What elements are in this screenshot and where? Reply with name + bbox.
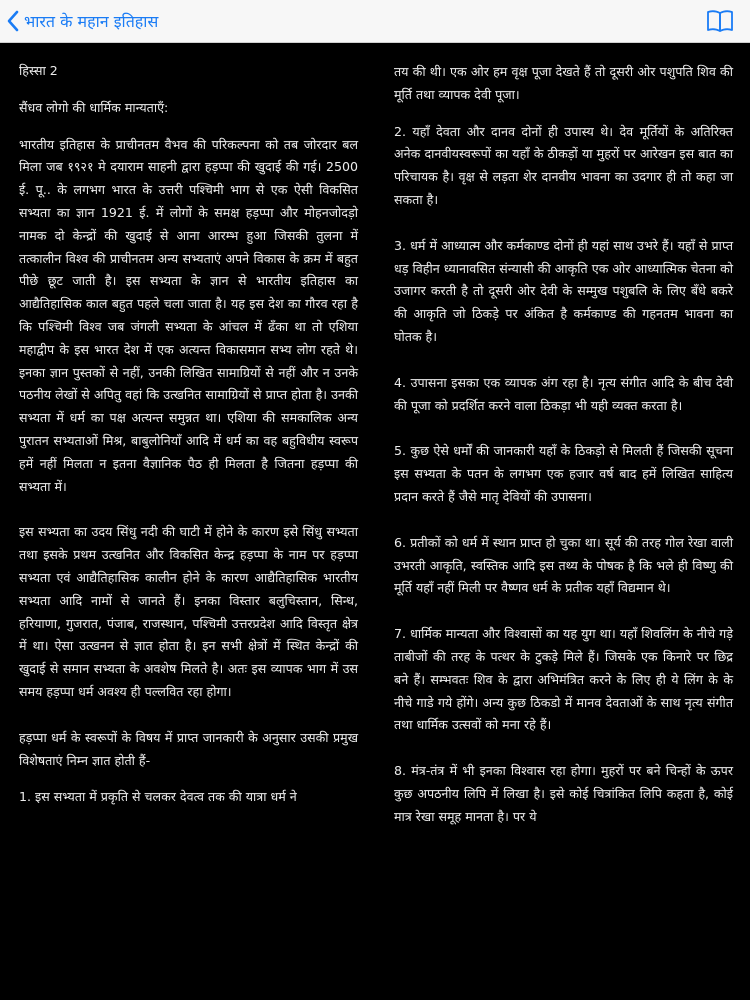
right-column bbox=[375, 43, 750, 1000]
reading-page[interactable] bbox=[0, 43, 750, 1000]
paragraph: 2. यहाँ देवता और दानव दोनों ही उपास्य थे। देव मूर्तियों के अतिरिक्त अनेक दानवीयस्वरूपों का यहाँ के ठीकड़ों या मुहरों पर आरेखन इस बात का परिचायक है। वृक्ष से लड़ता शेर दानवीय भावना का उदगार ही तो कहा जा सकता है। bbox=[394, 123, 733, 207]
paragraph: 1. इस सभ्यता में प्रकृति से चलकर देवत्व तक की यात्रा धर्म ने bbox=[19, 789, 297, 805]
left-column bbox=[0, 43, 375, 1000]
back-button[interactable] bbox=[6, 8, 158, 34]
book-icon bbox=[706, 8, 734, 34]
paragraph: 5. कुछ ऐसे धर्मों की जानकारी यहाँ के ठिकड़ो से मिलती हैं जिसकी सूचना इस सभ्यता के पतन के लगभग एक हजार वर्ष बाद हमें लिखित साहित्य प्रदान करते हैं जैसे मातृ देवियों की उपासना। bbox=[394, 443, 733, 504]
paragraph: भारतीय इतिहास के प्राचीनतम वैभव की परिकल्पना को तब जोरदार बल मिला जब १९२१ मे दयाराम साहनी द्वारा हड़प्पा की खुदाई की गई। 2500 ई. पू.. के लगभग भारत के उत्तरी पश्चिमी भाग से एक ऐसी विकसित सभ्यता का ज्ञान 1921 ई. में लोगों के समक्ष हड़प्पा और मोहनजोदड़ो नामक दो केन्द्रों की खुदाई से आना आरम्भ हुआ जिसकी तुलना में तत्कालीन विश्व की प्राचीनतम अन्य सभ्यताएं अपने विकास के क्रम में बहुत पीछे छूट जाती है। इस सभ्यता के ज्ञान से भारतीय इतिहास का आद्यैतिहासिक काल बहुत पहले चला जाता है। यह इस देश का गौरव रहा है कि पश्चिमी विश्व जब जंगली सभ्यता के आंचल में ढँका था तो एशिया महाद्वीप के इस भारत देश में एक अत्यन्त विकासमान सभ्य लोग रहते थे। इनका ज्ञान पुस्तकों से नहीं, उनकी लिखित सामाग्रियों से नहीं और न उनके पठनीय लेखों से अपितु वहां कि उत्खनित सामाग्रियों से प्राप्त होता है। उनकी सभ्यता में धर्म का पक्ष अत्यन्त समुन्नत था। एशिया की समकालिक अन्य पुरातन सभ्यताओं मिश्र, बाबुलोनियाँ आदि में धर्म का वह बहुविधीय स्वरूप हमें नहीं मिलता न इतना वैज्ञानिक पैठ ही मिलता है जितना हड़प्पा की सभ्यता में। bbox=[19, 136, 358, 494]
paragraph: तय की थी। एक ओर हम वृक्ष पूजा देखते हैं तो दूसरी ओर पशुपति शिव की मूर्ति तथा व्यापक देवी पूजा। bbox=[394, 64, 733, 102]
navigation-bar bbox=[0, 0, 750, 43]
part-title: हिस्सा 2 bbox=[19, 63, 58, 78]
paragraph: 3. धर्म में आध्यात्म और कर्मकाण्ड दोनों ही यहां साथ उभरे हैं। यहाँ से प्राप्त धड़ विहीन ध्यानावसित संन्यासी की आकृति एक ओर आध्यात्मिक चेतना को उजागर करती है तो दूसरी ओर देवी के सम्मुख पशुबलि के लिए बँधे बकरे की आकृति जो ठिकड़े पर अंकित है कर्मकाण्ड की गहनतम भावना का घोतक है। bbox=[394, 237, 733, 344]
paragraph: हड़प्पा धर्म के स्वरूपों के विषय में प्राप्त जानकारी के अनुसार उसकी प्रमुख विशेषताएं निम्न ज्ञात होती हैं- bbox=[19, 729, 358, 768]
chevron-left-icon bbox=[6, 10, 20, 32]
paragraph: 8. मंत्र-तंत्र में भी इनका विश्वास रहा होगा। मुहरों पर बने चिन्हों के ऊपर कुछ अपठनीय लिपि में लिखा है। इसे कोई चित्रांकित लिपि कहता है, कोई मात्र रेखा समूह मानता है। पर ये bbox=[394, 763, 733, 824]
reader-menu-button[interactable] bbox=[706, 8, 734, 34]
paragraph: 4. उपासना इसका एक व्यापक अंग रहा है। नृत्य संगीत आदि के बीच देवी की पूजा को प्रदर्शित करने वाला ठिकड़ा भी यही व्यक्त करता है। bbox=[394, 374, 733, 413]
paragraph: इस सभ्यता का उदय सिंधु नदी की घाटी में होने के कारण इसे सिंधु सभ्यता तथा इसके प्रथम उत्खनित और विकसित केन्द्र हड़प्पा के नाम पर हड़प्पा सभ्यता एवं आद्यैतिहासिक कालीन होने के कारण आद्यैतिहासिक भारतीय सभ्यता आदि नामों से जानते हैं। इनका विस्तार बलुचिस्तान, सिन्ध, हरियाणा, गुजरात, पंजाब, राजस्थान, पश्चिमी उत्तरप्रदेश आदि विस्तृत क्षेत्र में था। ऐसा उत्खनन से ज्ञात होता है। इन सभी क्षेत्रों में स्थित केन्द्रों की खुदाई से समान सभ्यता के अवशेष मिलते है। अतः इस व्यापक भाग में उस समय हड़प्पा धर्म अवश्य ही पल्लवित रहा होगा। bbox=[19, 524, 358, 699]
paragraph: 7. धार्मिक मान्यता और विश्वासों का यह युग था। यहाँ शिवलिंग के नीचे गड़े ताबीजों की तरह के पत्थर के टुकड़े मिले हैं। जिसके एक किनारे पर छिद्र बने हैं। सम्भवतः शिव के द्वारा अभिमंत्रित करने के लिए ही ये लिंग के के नीचे गाडे गये होंगे। अन्य कुछ ठिकडो में मानव देवताओं के साथ नृत्य संगीत तथा धार्मिक उत्सवों को मना रहे हैं। bbox=[394, 626, 733, 733]
section-heading: सैंधव लोगो की धार्मिक मान्यताएँ: bbox=[19, 99, 169, 115]
back-button-label: भारत के महान इतिहास bbox=[24, 12, 159, 31]
paragraph: 6. प्रतीकों को धर्म में स्थान प्राप्त हो चुका था। सूर्य की तरह गोल रेखा वाली उभरती आकृति, स्वस्तिक आदि इस तथ्य के पोषक है कि भले ही विष्णु की मूर्ति यहाँ नहीं मिली पर वैष्णव धर्म के प्रतीक यहाँ विद्यमान थे। bbox=[394, 534, 733, 596]
